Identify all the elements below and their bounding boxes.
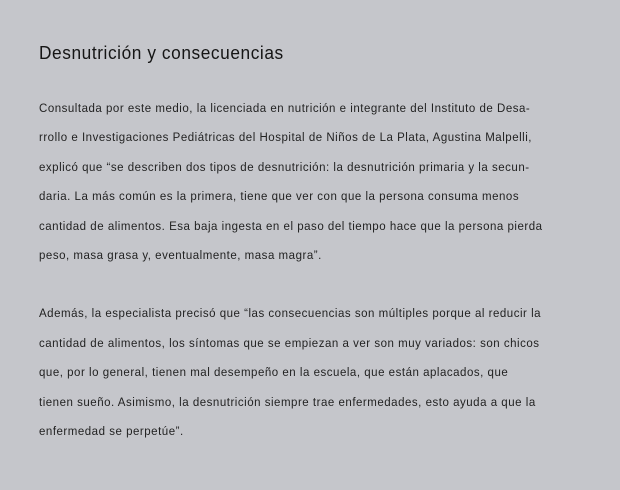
paragraph-line: Consultada por este medio, la licenciada en nutrición e integrante del Instituto de Desa- [39, 101, 531, 115]
article [39, 36, 579, 446]
paragraph-line: que, por lo general, tienen mal desempeño en la escuela, que están aplacados, que [39, 365, 509, 380]
paragraph-line: rrollo e Investigaciones Pediátricas del Hospital de Niños de La Plata, Agustina Malpelli, [39, 130, 533, 145]
paragraph-line: cantidad de alimentos. Esa baja ingesta en el paso del tiempo hace que la persona pierda [39, 218, 543, 233]
paragraph-line: tienen sueño. Asimismo, la desnutrición siempre trae enfermedades, esto ayuda a que la [39, 394, 536, 409]
paragraph-line: enfermedad se perpetúe”. [39, 424, 184, 439]
paragraph-line: peso, masa grasa y, eventualmente, masa magra”. [39, 248, 322, 263]
article-title: Desnutrición y consecuencias [39, 43, 284, 63]
article-paragraph-2 [39, 299, 579, 446]
paragraph-line: cantidad de alimentos, los síntomas que se empiezan a ver son muy variados: son chicos [39, 335, 540, 350]
article-paragraph-1 [39, 94, 579, 270]
paragraph-line: explicó que “se describen dos tipos de desnutrición: la desnutrición primaria y la secun- [39, 159, 530, 174]
paragraph-line: Además, la especialista precisó que “las consecuencias son múltiples porque al reducir la [39, 306, 542, 321]
paragraph-line: daria. La más común es la primera, tiene que ver con que la persona consuma menos [39, 189, 520, 204]
